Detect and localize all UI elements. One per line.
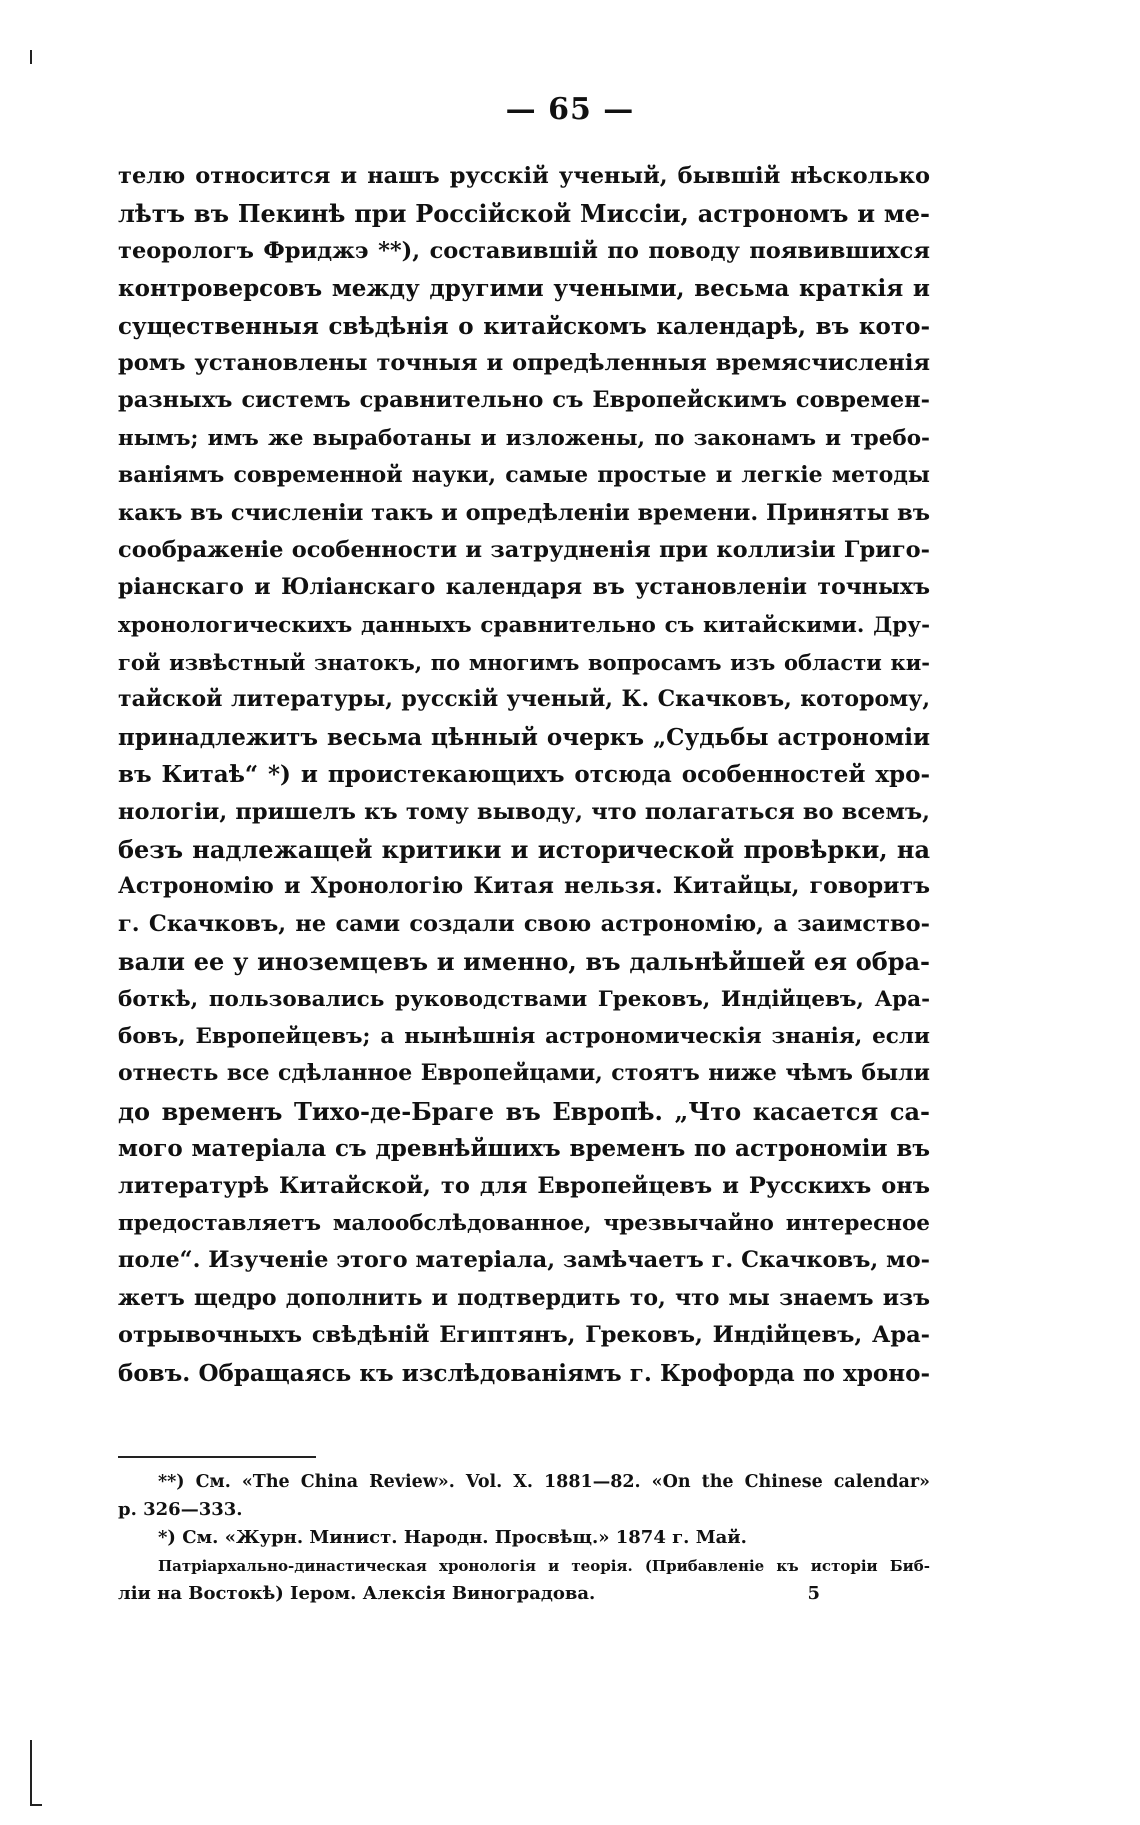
page-number: — 65 — <box>505 92 635 127</box>
body-text <box>118 158 930 1392</box>
footnote-divider <box>118 1456 316 1458</box>
body-line: гой извѣстный знатокъ, по многимъ вопросамъ изъ области ки- <box>118 650 930 676</box>
body-line: тайской литературы, русскій ученый, К. Скачковъ, которому, <box>118 686 930 713</box>
footnotes <box>118 1468 930 1608</box>
body-line: какъ въ счисленіи такъ и опредѣленіи времени. Приняты въ <box>118 499 930 526</box>
body-line: ріанскаго и Юліанскаго календаря въ установленіи точныхъ <box>118 574 930 601</box>
body-line: до временъ Тихо-де-Браге въ Европѣ. „Что касается са- <box>118 1096 930 1126</box>
signature-line-2: ліи на Востокѣ) Іером. Алексія Виноградова. <box>118 1583 596 1604</box>
body-line: безъ надлежащей критики и исторической провѣрки, на <box>118 835 930 865</box>
signature-mark: 5 <box>807 1583 820 1604</box>
body-line: мого матеріала съ древнѣйшихъ временъ по астрономіи въ <box>118 1135 930 1163</box>
body-line: вали ее у иноземцевъ и именно, въ дальнѣйшей ея обра- <box>118 947 930 977</box>
signature-row <box>118 1580 930 1608</box>
footnote-1-line-1: **) См. «The China Review». Vol. X. 1881—82. «On the Chinese calendar» <box>158 1472 930 1492</box>
body-line: телю относится и нашъ русскій ученый, бывшій нѣсколько <box>118 163 930 189</box>
body-line: принадлежитъ весьма цѣнный очеркъ „Судьбы астрономіи <box>118 723 930 751</box>
body-line: поле“. Изученіе этого матеріала, замѣчаетъ г. Скачковъ, мо- <box>118 1247 930 1274</box>
body-line: нологіи, пришелъ къ тому выводу, что полагаться во всемъ, <box>118 798 930 825</box>
body-line: литературѣ Китайской, то для Европейцевъ и Русскихъ онъ <box>118 1172 930 1199</box>
scan-edge-mark-bottom <box>30 1740 32 1806</box>
footnote-1-line-2: p. 326—333. <box>118 1499 243 1520</box>
scan-edge-mark-bottom-foot <box>30 1804 42 1806</box>
body-line: соображеніе особенности и затрудненія при коллизіи Григо- <box>118 536 930 563</box>
body-line: въ Китаѣ“ *) и проистекающихъ отсюда особенностей хро- <box>118 761 930 789</box>
body-line: бовъ. Обращаясь къ изслѣдованіямъ г. Крофорда по хроно- <box>118 1359 930 1387</box>
body-line: лѣтъ въ Пекинѣ при Россійской Миссіи, астрономъ и ме- <box>118 199 930 229</box>
body-line: нымъ; имъ же выработаны и изложены, по законамъ и требо- <box>118 425 930 451</box>
body-line: боткѣ, пользовались руководствами Грековъ, Индійцевъ, Ара- <box>118 986 930 1012</box>
scan-edge-mark-top <box>30 50 32 64</box>
body-line: предоставляетъ малообслѣдованное, чрезвычайно интересное <box>118 1210 930 1236</box>
body-line: г. Скачковъ, не сами создали свою астрономію, а заимство- <box>118 910 930 937</box>
body-line: разныхъ системъ сравнительно съ Европейскимъ современ- <box>118 387 930 414</box>
body-line: отнесть все сдѣланное Европейцами, стоятъ ниже чѣмъ были <box>118 1060 930 1087</box>
body-line: контроверсовъ между другими учеными, весьма краткія и <box>118 275 930 303</box>
body-line: существенныя свѣдѣнія о китайскомъ календарѣ, въ кото- <box>118 312 930 340</box>
body-line: теорологъ Фриджэ **), составившій по поводу появившихся <box>118 237 930 264</box>
body-line: ромъ установлены точныя и опредѣленныя времясчисленія <box>118 349 930 376</box>
body-line: ваніямъ современной науки, самые простые и легкіе методы <box>118 462 930 489</box>
body-line: хронологическихъ данныхъ сравнительно съ китайскими. Дру- <box>118 612 930 638</box>
body-line: отрывочныхъ свѣдѣній Египтянъ, Грековъ, Индійцевъ, Ара- <box>118 1322 930 1349</box>
footnote-2: *) См. «Журн. Минист. Народн. Просвѣщ.» 1874 г. Май. <box>158 1527 747 1548</box>
signature-line-1: Патріархально-династическая хронологія и теорія. (Прибавленіе къ исторіи Биб- <box>158 1557 930 1575</box>
body-line: Астрономію и Хронологію Китая нельзя. Китайцы, говоритъ <box>118 873 930 900</box>
body-line: жетъ щедро дополнить и подтвердить то, что мы знаемъ изъ <box>118 1284 930 1311</box>
body-line: бовъ, Европейцевъ; а нынѣшнія астрономическія знанія, если <box>118 1023 930 1049</box>
